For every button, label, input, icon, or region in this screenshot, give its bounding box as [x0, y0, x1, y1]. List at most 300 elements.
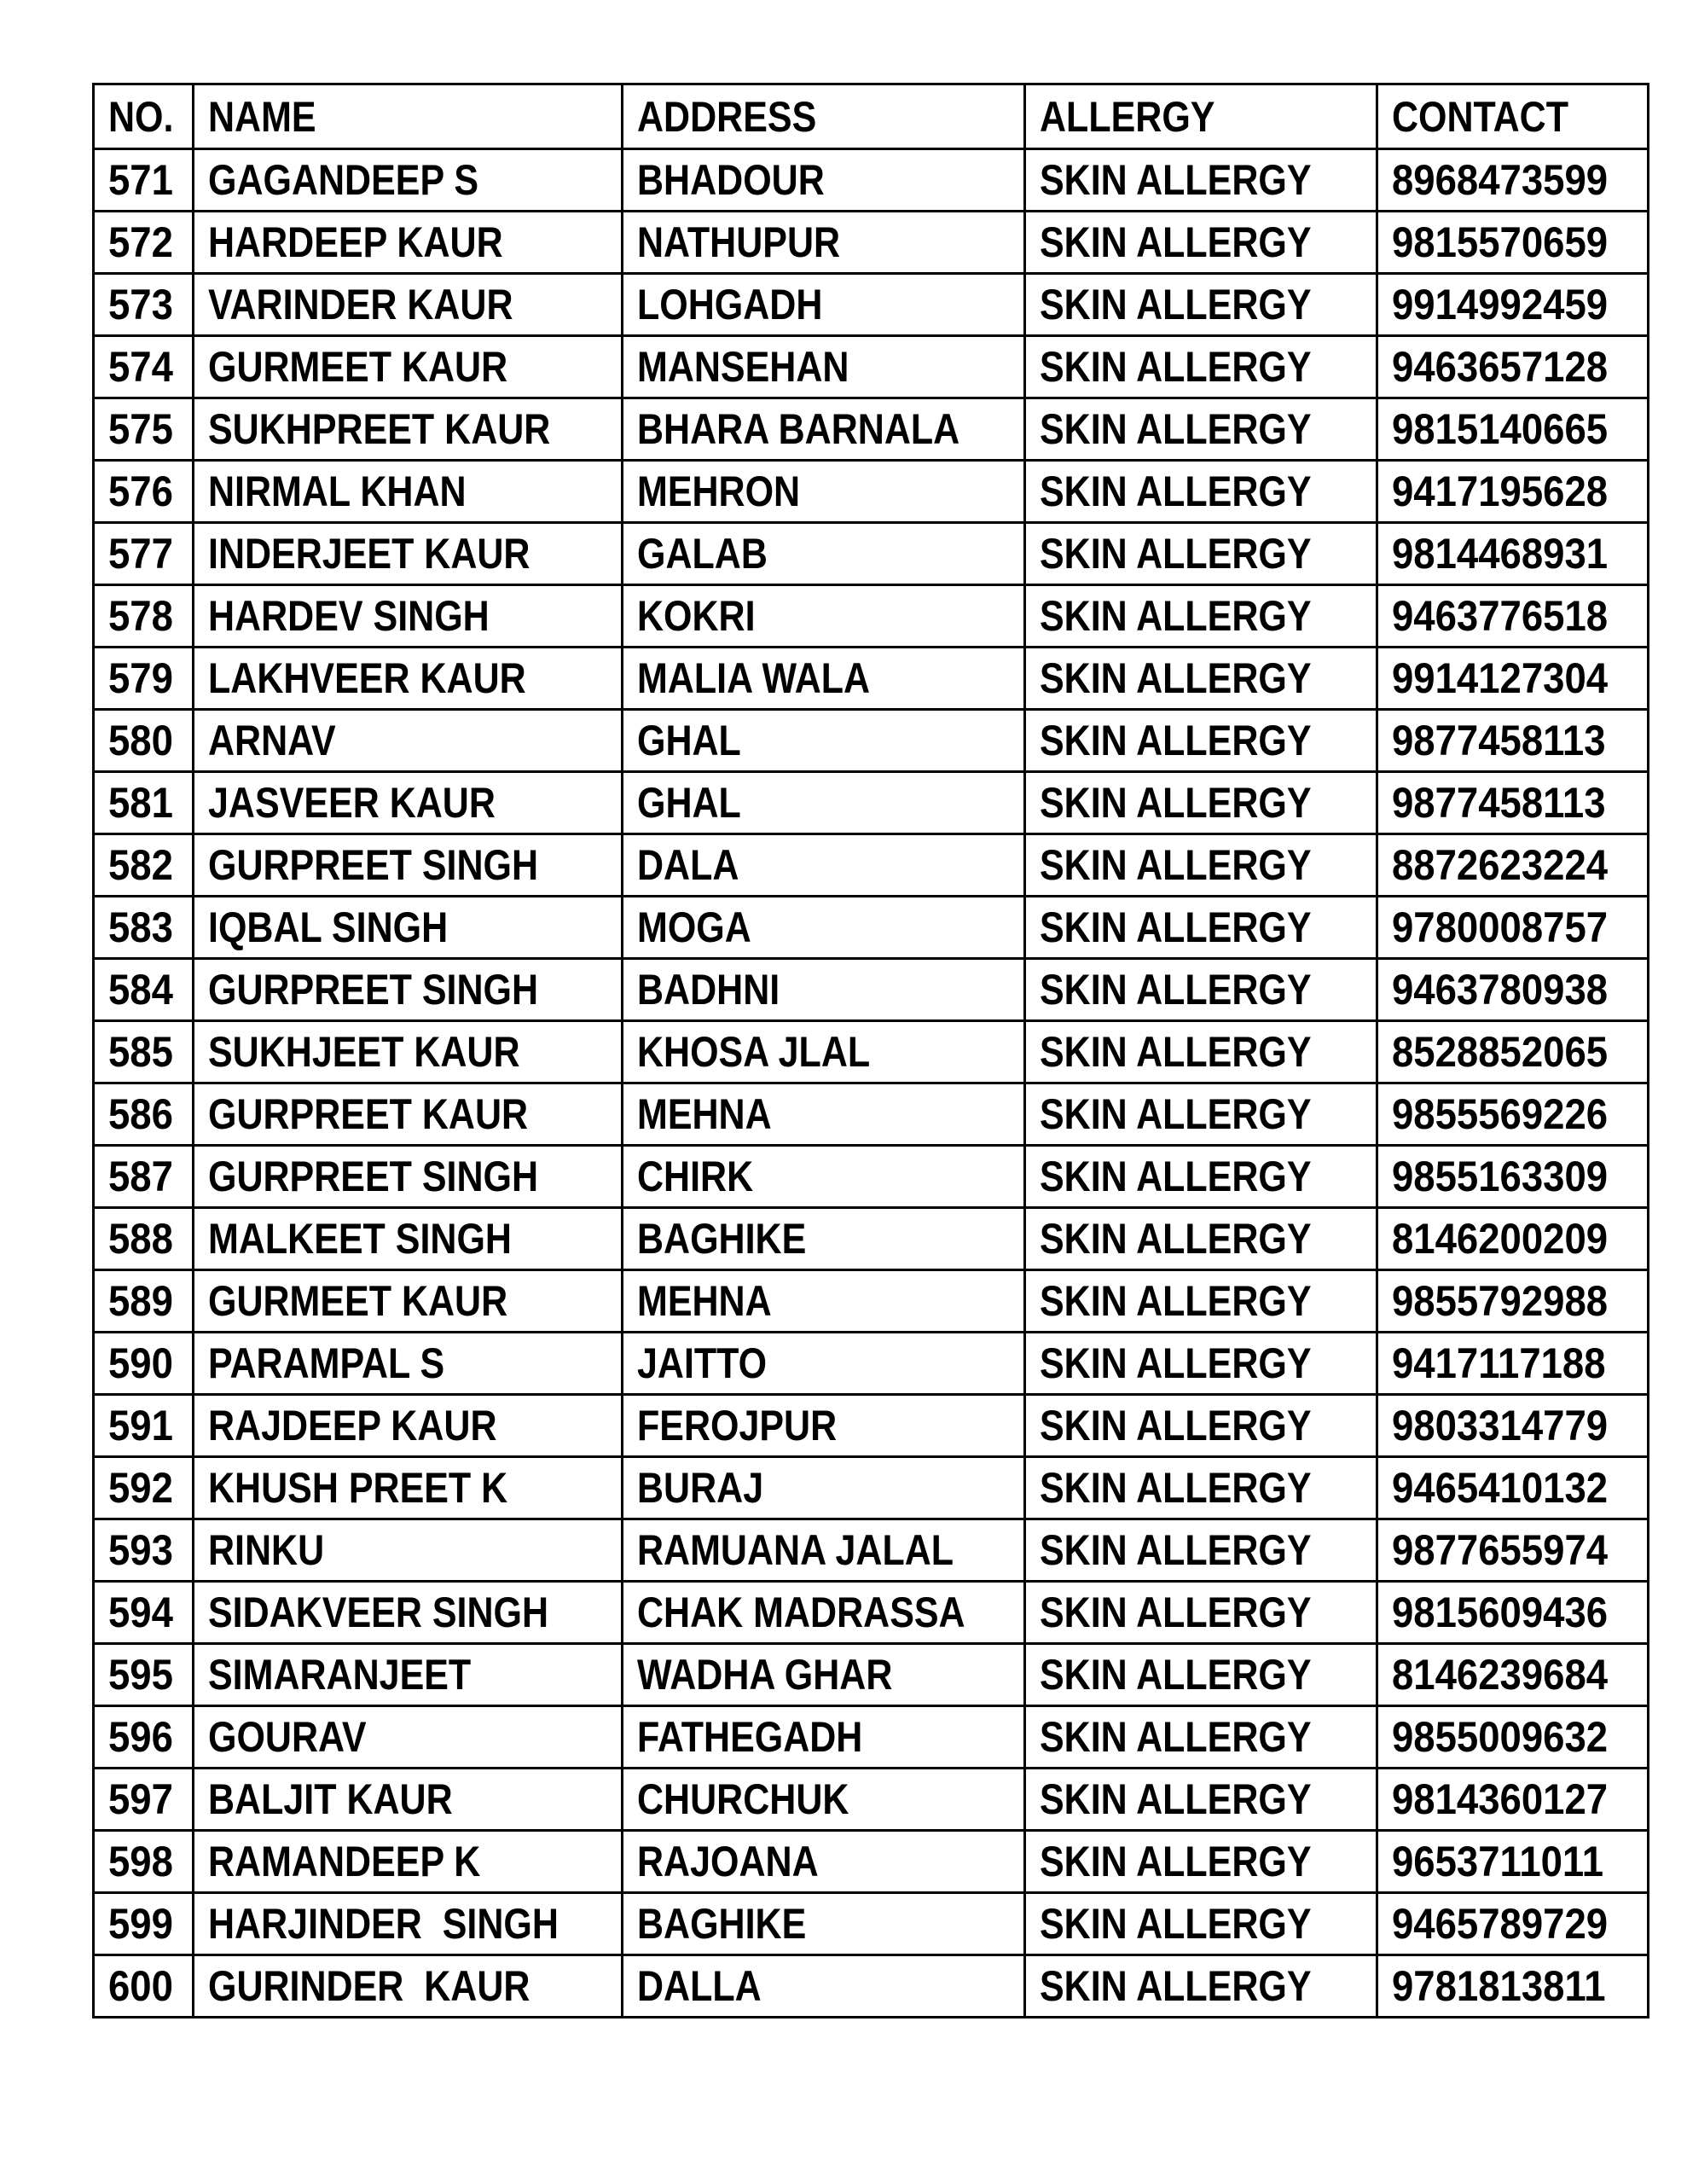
cell-address: [622, 1083, 1024, 1146]
cell-allergy-text: SKIN ALLERGY: [1040, 1028, 1312, 1076]
cell-allergy-text: SKIN ALLERGY: [1040, 779, 1312, 827]
cell-no: [94, 1644, 194, 1706]
cell-contact: [1377, 1395, 1649, 1457]
cell-address-text: MEHNA: [636, 1277, 772, 1325]
cell-no: [94, 1831, 194, 1893]
cell-no-text: 588: [108, 1215, 173, 1263]
cell-allergy-text: SKIN ALLERGY: [1040, 1153, 1312, 1200]
cell-contact: [1377, 1955, 1649, 2018]
cell-allergy: [1025, 523, 1377, 585]
cell-name-text: MALKEET SINGH: [208, 1215, 512, 1263]
cell-no-text: 585: [108, 1028, 173, 1076]
cell-address: [622, 959, 1024, 1021]
cell-allergy: [1025, 710, 1377, 772]
cell-address-text: FEROJPUR: [636, 1402, 837, 1449]
cell-no: [94, 1519, 194, 1582]
cell-contact-text: 9463780938: [1392, 966, 1609, 1014]
cell-no: [94, 648, 194, 710]
cell-name-text: INDERJEET KAUR: [208, 530, 530, 578]
cell-no: [94, 274, 194, 336]
cell-contact-text: 9815609436: [1392, 1589, 1609, 1636]
cell-address-text: BAGHIKE: [636, 1215, 807, 1263]
cell-allergy: [1025, 274, 1377, 336]
cell-allergy: [1025, 1395, 1377, 1457]
cell-address: [622, 1644, 1024, 1706]
cell-allergy-text: SKIN ALLERGY: [1040, 1589, 1312, 1636]
cell-contact-text: 9465410132: [1392, 1464, 1609, 1512]
cell-name-text: HARDEEP KAUR: [208, 218, 503, 266]
cell-name: [194, 1333, 623, 1395]
table-row: [94, 1644, 1649, 1706]
cell-no: [94, 523, 194, 585]
table-row: [94, 274, 1649, 336]
cell-contact-text: 9815140665: [1392, 405, 1609, 453]
cell-contact-text: 9465789729: [1392, 1900, 1609, 1948]
table-row: [94, 1955, 1649, 2018]
cell-allergy: [1025, 1270, 1377, 1333]
cell-allergy: [1025, 1831, 1377, 1893]
cell-no: [94, 398, 194, 461]
cell-address: [622, 1395, 1024, 1457]
cell-contact: [1377, 1021, 1649, 1083]
cell-name-text: LAKHVEER KAUR: [208, 654, 526, 702]
cell-name-text: GURINDER KAUR: [208, 1962, 530, 2010]
cell-allergy: [1025, 648, 1377, 710]
cell-allergy-text: SKIN ALLERGY: [1040, 841, 1312, 889]
cell-no-text: 576: [108, 468, 173, 515]
cell-address: [622, 648, 1024, 710]
cell-address-text: GALAB: [636, 530, 768, 578]
cell-contact-text: 9914992459: [1392, 281, 1609, 328]
cell-name-text: KHUSH PREET K: [208, 1464, 508, 1512]
cell-name: [194, 710, 623, 772]
cell-name-text: GURMEET KAUR: [208, 1277, 508, 1325]
cell-no: [94, 1893, 194, 1955]
cell-no: [94, 336, 194, 398]
cell-address-text: FATHEGADH: [636, 1713, 863, 1761]
cell-name: [194, 1644, 623, 1706]
cell-allergy: [1025, 1769, 1377, 1831]
cell-contact-text: 8146200209: [1392, 1215, 1609, 1263]
cell-no: [94, 585, 194, 648]
table-row: [94, 398, 1649, 461]
cell-name-text: HARJINDER SINGH: [208, 1900, 559, 1948]
cell-name: [194, 212, 623, 274]
cell-contact: [1377, 461, 1649, 523]
cell-allergy: [1025, 585, 1377, 648]
cell-no: [94, 1457, 194, 1519]
cell-address-text: CHAK MADRASSA: [636, 1589, 965, 1636]
cell-contact-text: 9814468931: [1392, 530, 1609, 578]
cell-name: [194, 1706, 623, 1769]
cell-no-text: 581: [108, 779, 173, 827]
cell-no-text: 594: [108, 1589, 173, 1636]
cell-contact-text: 9815570659: [1392, 218, 1609, 266]
cell-contact-text: 9855792988: [1392, 1277, 1609, 1325]
cell-name-text: RAJDEEP KAUR: [208, 1402, 497, 1449]
cell-address-text: CHURCHUK: [636, 1775, 849, 1823]
cell-address-text: MANSEHAN: [636, 343, 849, 391]
cell-name-text: GURPREET SINGH: [208, 1153, 539, 1200]
cell-contact: [1377, 897, 1649, 959]
table-row: [94, 336, 1649, 398]
cell-name-text: GURMEET KAUR: [208, 343, 508, 391]
cell-name-text: PARAMPAL S: [208, 1339, 445, 1387]
cell-allergy: [1025, 1021, 1377, 1083]
cell-name-text: RAMANDEEP K: [208, 1838, 481, 1885]
cell-no-text: 592: [108, 1464, 173, 1512]
cell-allergy-text: SKIN ALLERGY: [1040, 1838, 1312, 1885]
cell-contact-text: 9463657128: [1392, 343, 1609, 391]
cell-contact: [1377, 1582, 1649, 1644]
cell-allergy-text: SKIN ALLERGY: [1040, 1090, 1312, 1138]
cell-allergy: [1025, 1146, 1377, 1208]
cell-address: [622, 212, 1024, 274]
table-row: [94, 1893, 1649, 1955]
cell-contact-text: 9803314779: [1392, 1402, 1609, 1449]
cell-no: [94, 1395, 194, 1457]
cell-allergy: [1025, 772, 1377, 834]
cell-address: [622, 1831, 1024, 1893]
cell-address: [622, 834, 1024, 897]
cell-name-text: SIMARANJEET: [208, 1651, 472, 1699]
cell-no-text: 598: [108, 1838, 173, 1885]
cell-no: [94, 1021, 194, 1083]
cell-name-text: GOURAV: [208, 1713, 367, 1761]
cell-address: [622, 149, 1024, 212]
cell-address-text: BHARA BARNALA: [636, 405, 960, 453]
cell-address: [622, 1021, 1024, 1083]
cell-address-text: WADHA GHAR: [636, 1651, 893, 1699]
cell-address-text: CHIRK: [636, 1153, 754, 1200]
cell-contact: [1377, 1146, 1649, 1208]
cell-name-text: NIRMAL KHAN: [208, 468, 467, 515]
table-row: [94, 959, 1649, 1021]
table-row: [94, 1333, 1649, 1395]
cell-no: [94, 834, 194, 897]
cell-address: [622, 274, 1024, 336]
cell-allergy: [1025, 1208, 1377, 1270]
table-row: [94, 648, 1649, 710]
cell-no: [94, 710, 194, 772]
cell-address-text: KOKRI: [636, 592, 756, 640]
cell-name: [194, 1769, 623, 1831]
cell-address: [622, 461, 1024, 523]
column-header-allergy: [1025, 84, 1377, 149]
cell-contact: [1377, 212, 1649, 274]
cell-no-text: 572: [108, 218, 173, 266]
cell-name-text: ARNAV: [208, 717, 336, 764]
cell-allergy-text: SKIN ALLERGY: [1040, 1402, 1312, 1449]
cell-allergy: [1025, 834, 1377, 897]
header-row: [94, 84, 1649, 149]
cell-allergy-text: SKIN ALLERGY: [1040, 1651, 1312, 1699]
cell-address: [622, 1146, 1024, 1208]
table-row: [94, 212, 1649, 274]
cell-name: [194, 1083, 623, 1146]
cell-address: [622, 1333, 1024, 1395]
cell-no: [94, 149, 194, 212]
cell-allergy: [1025, 1955, 1377, 2018]
cell-contact: [1377, 149, 1649, 212]
cell-contact-text: 8146239684: [1392, 1651, 1609, 1699]
cell-address-text: MALIA WALA: [636, 654, 870, 702]
cell-allergy-text: SKIN ALLERGY: [1040, 1215, 1312, 1263]
table-row: [94, 1457, 1649, 1519]
cell-no-text: 587: [108, 1153, 173, 1200]
cell-address-text: NATHUPUR: [636, 218, 840, 266]
cell-allergy-text: SKIN ALLERGY: [1040, 530, 1312, 578]
cell-contact-text: 9855163309: [1392, 1153, 1609, 1200]
cell-allergy-text: SKIN ALLERGY: [1040, 1775, 1312, 1823]
cell-name: [194, 1146, 623, 1208]
cell-address: [622, 710, 1024, 772]
cell-contact-text: 9417195628: [1392, 468, 1609, 515]
cell-address: [622, 1519, 1024, 1582]
cell-no-text: 583: [108, 903, 173, 951]
cell-name: [194, 1831, 623, 1893]
cell-address-text: RAJOANA: [636, 1838, 819, 1885]
cell-allergy: [1025, 212, 1377, 274]
cell-contact-text: 8872623224: [1392, 841, 1609, 889]
cell-allergy: [1025, 1582, 1377, 1644]
cell-no-text: 595: [108, 1651, 173, 1699]
cell-name-text: SUKHPREET KAUR: [208, 405, 551, 453]
table-body: [94, 149, 1649, 2018]
cell-name: [194, 1021, 623, 1083]
cell-address: [622, 1208, 1024, 1270]
cell-no: [94, 1955, 194, 2018]
cell-name-text: IQBAL SINGH: [208, 903, 449, 951]
cell-allergy: [1025, 1706, 1377, 1769]
cell-contact-text: 9463776518: [1392, 592, 1609, 640]
cell-allergy-text: SKIN ALLERGY: [1040, 654, 1312, 702]
cell-address: [622, 1706, 1024, 1769]
cell-no-text: 575: [108, 405, 173, 453]
cell-no-text: 593: [108, 1526, 173, 1574]
cell-contact-text: 9417117188: [1392, 1339, 1606, 1387]
cell-allergy: [1025, 1893, 1377, 1955]
cell-name: [194, 1955, 623, 2018]
cell-contact-text: 8968473599: [1392, 156, 1609, 204]
cell-address: [622, 1270, 1024, 1333]
cell-contact-text: 9781813811: [1392, 1962, 1606, 2010]
cell-address-text: LOHGADH: [636, 281, 823, 328]
cell-address-text: RAMUANA JALAL: [636, 1526, 954, 1574]
cell-contact: [1377, 1644, 1649, 1706]
table-row: [94, 1208, 1649, 1270]
cell-contact-text: 9877458113: [1392, 779, 1606, 827]
cell-no: [94, 212, 194, 274]
cell-address-text: GHAL: [636, 717, 741, 764]
cell-address: [622, 772, 1024, 834]
column-header-address: [622, 84, 1024, 149]
cell-no: [94, 1706, 194, 1769]
table-row: [94, 1083, 1649, 1146]
cell-no: [94, 897, 194, 959]
cell-allergy-text: SKIN ALLERGY: [1040, 1900, 1312, 1948]
cell-no: [94, 772, 194, 834]
cell-allergy-text: SKIN ALLERGY: [1040, 1713, 1312, 1761]
cell-name: [194, 1208, 623, 1270]
cell-contact: [1377, 1831, 1649, 1893]
cell-no: [94, 1582, 194, 1644]
cell-no: [94, 461, 194, 523]
table-row: [94, 834, 1649, 897]
cell-address-text: BURAJ: [636, 1464, 763, 1512]
cell-allergy: [1025, 959, 1377, 1021]
cell-contact: [1377, 1083, 1649, 1146]
cell-name-text: BALJIT KAUR: [208, 1775, 453, 1823]
cell-contact: [1377, 959, 1649, 1021]
cell-no-text: 578: [108, 592, 173, 640]
cell-contact: [1377, 585, 1649, 648]
cell-name: [194, 585, 623, 648]
cell-allergy-text: SKIN ALLERGY: [1040, 717, 1312, 764]
cell-allergy-text: SKIN ALLERGY: [1040, 405, 1312, 453]
cell-address-text: MOGA: [636, 903, 751, 951]
cell-no-text: 596: [108, 1713, 173, 1761]
table-row: [94, 772, 1649, 834]
cell-allergy-text: SKIN ALLERGY: [1040, 966, 1312, 1014]
cell-address-text: DALLA: [636, 1962, 762, 2010]
cell-allergy-text: SKIN ALLERGY: [1040, 156, 1312, 204]
cell-allergy: [1025, 149, 1377, 212]
cell-name: [194, 274, 623, 336]
cell-name-text: VARINDER KAUR: [208, 281, 513, 328]
cell-contact: [1377, 1270, 1649, 1333]
cell-name-text: SIDAKVEER SINGH: [208, 1589, 549, 1636]
cell-address: [622, 398, 1024, 461]
cell-no-text: 589: [108, 1277, 173, 1325]
column-header-label: CONTACT: [1392, 92, 1569, 141]
cell-name: [194, 336, 623, 398]
column-header-label: NAME: [208, 92, 316, 141]
column-header-label: ADDRESS: [636, 92, 817, 141]
table-row: [94, 1270, 1649, 1333]
cell-contact-text: 9814360127: [1392, 1775, 1609, 1823]
cell-no-text: 584: [108, 966, 173, 1014]
cell-name: [194, 523, 623, 585]
cell-allergy: [1025, 461, 1377, 523]
table-row: [94, 461, 1649, 523]
cell-contact-text: 9653711011: [1392, 1838, 1604, 1885]
table-row: [94, 710, 1649, 772]
cell-name-text: GURPREET KAUR: [208, 1090, 529, 1138]
column-header-label: NO.: [108, 92, 174, 141]
column-header-contact: [1377, 84, 1649, 149]
table-row: [94, 897, 1649, 959]
cell-allergy: [1025, 1333, 1377, 1395]
cell-no-text: 600: [108, 1962, 173, 2010]
cell-address-text: JAITTO: [636, 1339, 767, 1387]
cell-address-text: BAGHIKE: [636, 1900, 807, 1948]
cell-name: [194, 772, 623, 834]
cell-contact-text: 9855009632: [1392, 1713, 1609, 1761]
cell-allergy-text: SKIN ALLERGY: [1040, 592, 1312, 640]
cell-no: [94, 1146, 194, 1208]
table-row: [94, 1519, 1649, 1582]
cell-address-text: BHADOUR: [636, 156, 825, 204]
cell-name: [194, 1519, 623, 1582]
cell-contact: [1377, 710, 1649, 772]
cell-name: [194, 1582, 623, 1644]
cell-allergy-text: SKIN ALLERGY: [1040, 468, 1312, 515]
cell-allergy: [1025, 1644, 1377, 1706]
cell-allergy: [1025, 1519, 1377, 1582]
cell-contact: [1377, 648, 1649, 710]
cell-contact: [1377, 1208, 1649, 1270]
cell-address-text: MEHRON: [636, 468, 800, 515]
cell-name-text: HARDEV SINGH: [208, 592, 490, 640]
cell-no: [94, 1208, 194, 1270]
cell-allergy: [1025, 1083, 1377, 1146]
cell-no-text: 582: [108, 841, 173, 889]
table-row: [94, 585, 1649, 648]
cell-contact-text: 8528852065: [1392, 1028, 1609, 1076]
cell-allergy: [1025, 897, 1377, 959]
cell-allergy-text: SKIN ALLERGY: [1040, 1339, 1312, 1387]
cell-no-text: 573: [108, 281, 173, 328]
cell-allergy: [1025, 336, 1377, 398]
cell-no-text: 577: [108, 530, 173, 578]
cell-address: [622, 897, 1024, 959]
cell-allergy-text: SKIN ALLERGY: [1040, 903, 1312, 951]
table-row: [94, 1395, 1649, 1457]
cell-address-text: GHAL: [636, 779, 741, 827]
cell-name: [194, 897, 623, 959]
cell-allergy-text: SKIN ALLERGY: [1040, 1464, 1312, 1512]
cell-address-text: KHOSA JLAL: [636, 1028, 870, 1076]
cell-address: [622, 1769, 1024, 1831]
cell-contact: [1377, 1769, 1649, 1831]
cell-address: [622, 1955, 1024, 2018]
cell-address: [622, 1582, 1024, 1644]
cell-contact: [1377, 1706, 1649, 1769]
cell-no-text: 574: [108, 343, 173, 391]
cell-name: [194, 461, 623, 523]
cell-allergy-text: SKIN ALLERGY: [1040, 1277, 1312, 1325]
cell-no-text: 571: [108, 156, 173, 204]
cell-address: [622, 1893, 1024, 1955]
cell-no-text: 591: [108, 1402, 173, 1449]
cell-no-text: 597: [108, 1775, 173, 1823]
table-row: [94, 149, 1649, 212]
cell-name: [194, 834, 623, 897]
allergy-records-table: [92, 83, 1649, 2018]
cell-name: [194, 1893, 623, 1955]
cell-contact: [1377, 772, 1649, 834]
cell-name-text: RINKU: [208, 1526, 325, 1574]
cell-contact: [1377, 336, 1649, 398]
table-row: [94, 1146, 1649, 1208]
cell-no: [94, 959, 194, 1021]
cell-address: [622, 585, 1024, 648]
cell-name: [194, 959, 623, 1021]
cell-name-text: GAGANDEEP S: [208, 156, 479, 204]
cell-no-text: 599: [108, 1900, 173, 1948]
cell-name: [194, 149, 623, 212]
cell-contact: [1377, 1893, 1649, 1955]
cell-name: [194, 1395, 623, 1457]
cell-contact: [1377, 523, 1649, 585]
cell-contact: [1377, 834, 1649, 897]
table-row: [94, 1582, 1649, 1644]
column-header-no: [94, 84, 194, 149]
cell-no: [94, 1769, 194, 1831]
cell-name: [194, 398, 623, 461]
cell-name: [194, 1270, 623, 1333]
